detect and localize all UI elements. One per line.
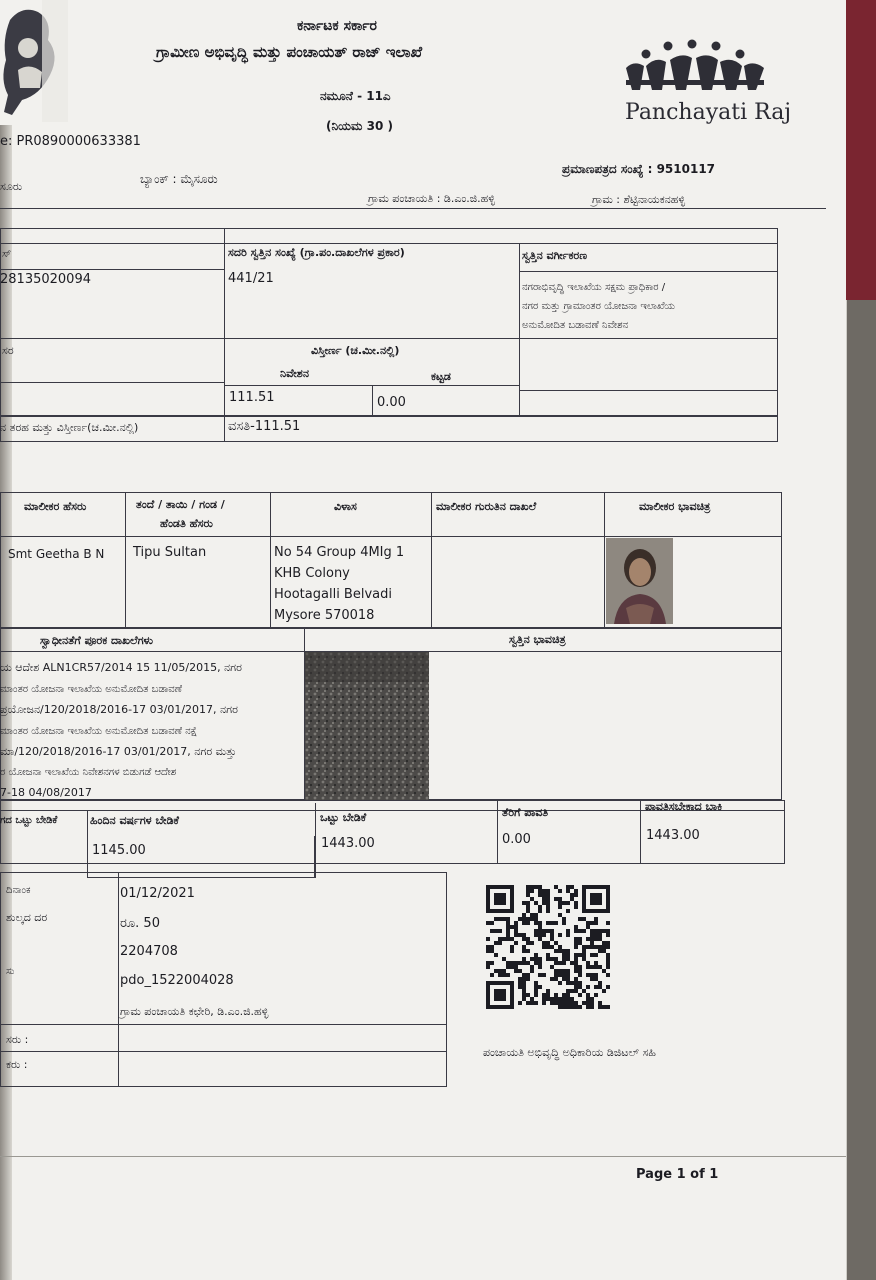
total-demand-value: 1443.00 <box>321 836 375 851</box>
fee-label: ಶುಲ್ಕದ ದರ <box>6 911 48 924</box>
rule-number: (ನಿಯಮ 30 ) <box>326 119 393 133</box>
address-line-3: Hootagalli Belvadi <box>274 587 392 602</box>
balance-due-header: ಪಾವತಿಸಬೇಕಾದ ಬಾಕಿ <box>645 800 723 813</box>
certificate-number: ಪ್ರಮಾಣಪತ್ರದ ಸಂಖ್ಯೆ : 9510117 <box>562 162 716 176</box>
area-header: ವಿಸ್ತೀರ್ಣ (ಚ.ಮೀ.ನಲ್ಲಿ) <box>311 344 400 357</box>
classification-line-3: ಅನುಮೋದಿತ ಬಡಾವಣೆ ನಿವೇಶನ <box>522 320 629 331</box>
address-line-2: KHB Colony <box>274 566 350 581</box>
document-line-2: ಮಾಂತರ ಯೋಜನಾ ಇಲಾಖೆಯ ಅನುಮೋದಿತ ಬಡಾವಣೆ <box>0 684 182 695</box>
balance-due-value: 1443.00 <box>646 828 700 843</box>
form-number: ನಮೂನೆ - 11ಎ <box>320 89 391 103</box>
issue-date-value: 01/12/2021 <box>120 886 195 901</box>
usage-value: ವಸತಿ-111.51 <box>228 419 301 434</box>
department-title: ಗ್ರಾಮೀಣ ಅಭಿವೃದ್ಧಿ ಮತ್ತು ಪಂಚಾಯತ್ ರಾಜ್ ಇಲಾಖೆ <box>156 43 423 61</box>
footer-divider <box>0 1156 846 1157</box>
area-left-label: ಸರ <box>2 344 14 357</box>
tax-paid-header: ತೆರಿಗೆ ಪಾವತಿ <box>502 806 549 819</box>
site-area-header: ನಿವೇಶನ <box>280 367 309 380</box>
gram-panchayat-label: ಗ್ರಾಮ ಪಂಚಾಯತಿ : ಡಿ.ಎಂ.ಜಿ.ಹಳ್ಳಿ <box>368 192 495 205</box>
total-demand-header: ಒಟ್ಟು ಬೇಡಿಕೆ <box>320 811 367 824</box>
classification-header: ಸ್ವತ್ತಿನ ವರ್ಗೀಕರಣ <box>522 249 588 262</box>
address-header: ವಿಳಾಸ <box>334 500 357 513</box>
property-photo-header: ಸ್ವತ್ತಿನ ಭಾವಚಿತ್ರ <box>509 633 566 646</box>
name-label: ಸರು : <box>6 1033 29 1046</box>
parent-name-header-2: ಹೆಂಡತಿ ಹೆಸರು <box>160 517 213 530</box>
government-title: ಕರ್ನಾಟಕ ಸರ್ಕಾರ <box>297 18 377 34</box>
owner-name-value: Smt Geetha B N <box>8 547 105 561</box>
document-line-6: ರ ಯೋಜನಾ ಇಲಾಖೆಯ ನಿವೇಶನಗಳ ಬಿಡುಗಡೆ ಆದೇಶ <box>0 767 177 778</box>
fee-value: ರೂ. 50 <box>120 916 160 931</box>
previous-years-demand-value: 1145.00 <box>92 843 146 858</box>
document-id: e: PR0890000633381 <box>0 134 141 149</box>
background-strip <box>846 0 876 300</box>
building-area-value: 0.00 <box>377 395 406 410</box>
office-value: ಗ್ರಾಮ ಪಂಚಾಯತಿ ಕಛೇರಿ, ಡಿ.ಎಂ.ಜಿ.ಹಳ್ಳಿ <box>120 1005 269 1018</box>
parent-name-value: Tipu Sultan <box>133 545 207 560</box>
address-line-4: Mysore 570018 <box>274 608 375 623</box>
current-year-demand-header: ಗದ ಒಟ್ಟು ಬೇಡಿಕೆ <box>0 815 58 826</box>
signature-label: ಕರು : <box>6 1058 28 1071</box>
owner-id-header: ಮಾಲೀಕರ ಗುರುತಿನ ದಾಖಲೆ <box>436 500 537 513</box>
signature-caption: ಪಂಚಾಯತಿ ಅಭಿವೃದ್ಧಿ ಅಧಿಕಾರಿಯ ಡಿಜಿಟಲ್ ಸಹಿ <box>483 1046 656 1059</box>
classification-line-1: ನಗರಾಭಿವೃದ್ಧಿ ಇಲಾಖೆಯ ಸಕ್ಷಮ ಪ್ರಾಧಿಕಾರ / <box>522 282 666 293</box>
taluk-label: ಬ್ಯಾಂಕ್ : ಮೈಸೂರು <box>140 172 218 186</box>
qr-code <box>486 885 610 1009</box>
documents-header: ಸ್ವಾಧೀನತೆಗೆ ಪೂರಕ ದಾಖಲೆಗಳು <box>40 634 154 647</box>
property-id-value: 28135020094 <box>0 272 91 287</box>
panchayati-raj-logo-icon <box>622 38 768 94</box>
building-area-header: ಕಟ್ಟಡ <box>431 370 451 383</box>
tax-paid-value: 0.00 <box>502 832 531 847</box>
property-number-value: 441/21 <box>228 271 274 286</box>
receipt-number-value: 2204708 <box>120 944 178 959</box>
date-label: ದಿನಾಂಕ <box>6 885 31 896</box>
document-line-4: ಮಾಂತರ ಯೋಜನಾ ಇಲಾಖೆಯ ಅನುಮೋದಿತ ಬಡಾವಣೆ ನಕ್ಷೆ <box>0 726 198 737</box>
village-label: ಗ್ರಾಮ : ಶೆಟ್ಟಿನಾಯಕನಹಳ್ಳಿ <box>592 193 686 206</box>
logo-text: Panchayati Raj <box>625 100 792 125</box>
issuer-label: ಸು <box>6 966 15 977</box>
pdo-id-value: pdo_1522004028 <box>120 973 234 988</box>
document-line-5: ಮಾ/120/2018/2016-17 03/01/2017, ನಗರ ಮತ್ತು <box>0 745 237 758</box>
header-left-fragment: ಸೂರು <box>0 180 23 193</box>
previous-years-demand-header: ಹಿಂದಿನ ವರ್ಷಗಳ ಬೇಡಿಕೆ <box>90 814 179 827</box>
document-line-3: ಪ್ರಯೋಜನ/120/2018/2016-17 03/01/2017, ನಗರ <box>0 703 238 716</box>
document-line-1: ಯ ಆದೇಶ ALN1CR57/2014 15 11/05/2015, ನಗರ <box>0 661 242 674</box>
address-line-1: No 54 Group 4MIg 1 <box>274 545 405 560</box>
parent-name-header: ತಂದೆ / ತಾಯಿ / ಗಂಡ / <box>136 498 225 511</box>
owner-name-header: ಮಾಲೀಕರ ಹೆಸರು <box>24 500 87 513</box>
document-line-7: 7-18 04/08/2017 <box>0 786 92 799</box>
owner-photo-header: ಮಾಲೀಕರ ಭಾವಚಿತ್ರ <box>639 500 711 513</box>
page-number: Page 1 of 1 <box>636 1167 719 1182</box>
site-area-value: 111.51 <box>229 390 275 405</box>
usage-label: ನ ತರಹ ಮತ್ತು ವಿಸ್ತೀರ್ಣ(ಚ.ಮೀ.ನಲ್ಲಿ) <box>0 421 139 434</box>
owner-photo <box>606 538 673 624</box>
karnataka-emblem-icon <box>0 0 70 125</box>
property-number-header: ಸದರಿ ಸ್ವತ್ತಿನ ಸಂಖ್ಯೆ (ಗ್ರಾ.ಪಂ.ದಾಖಲೆಗಳ ಪ್ರಕಾರ) <box>228 246 405 259</box>
property-header-left: ಸ್ <box>2 247 12 260</box>
classification-line-2: ನಗರ ಮತ್ತು ಗ್ರಾಮಾಂತರ ಯೋಜನಾ ಇಲಾಖೆಯ <box>522 301 675 312</box>
property-photo <box>305 652 429 800</box>
header-divider <box>0 208 826 209</box>
